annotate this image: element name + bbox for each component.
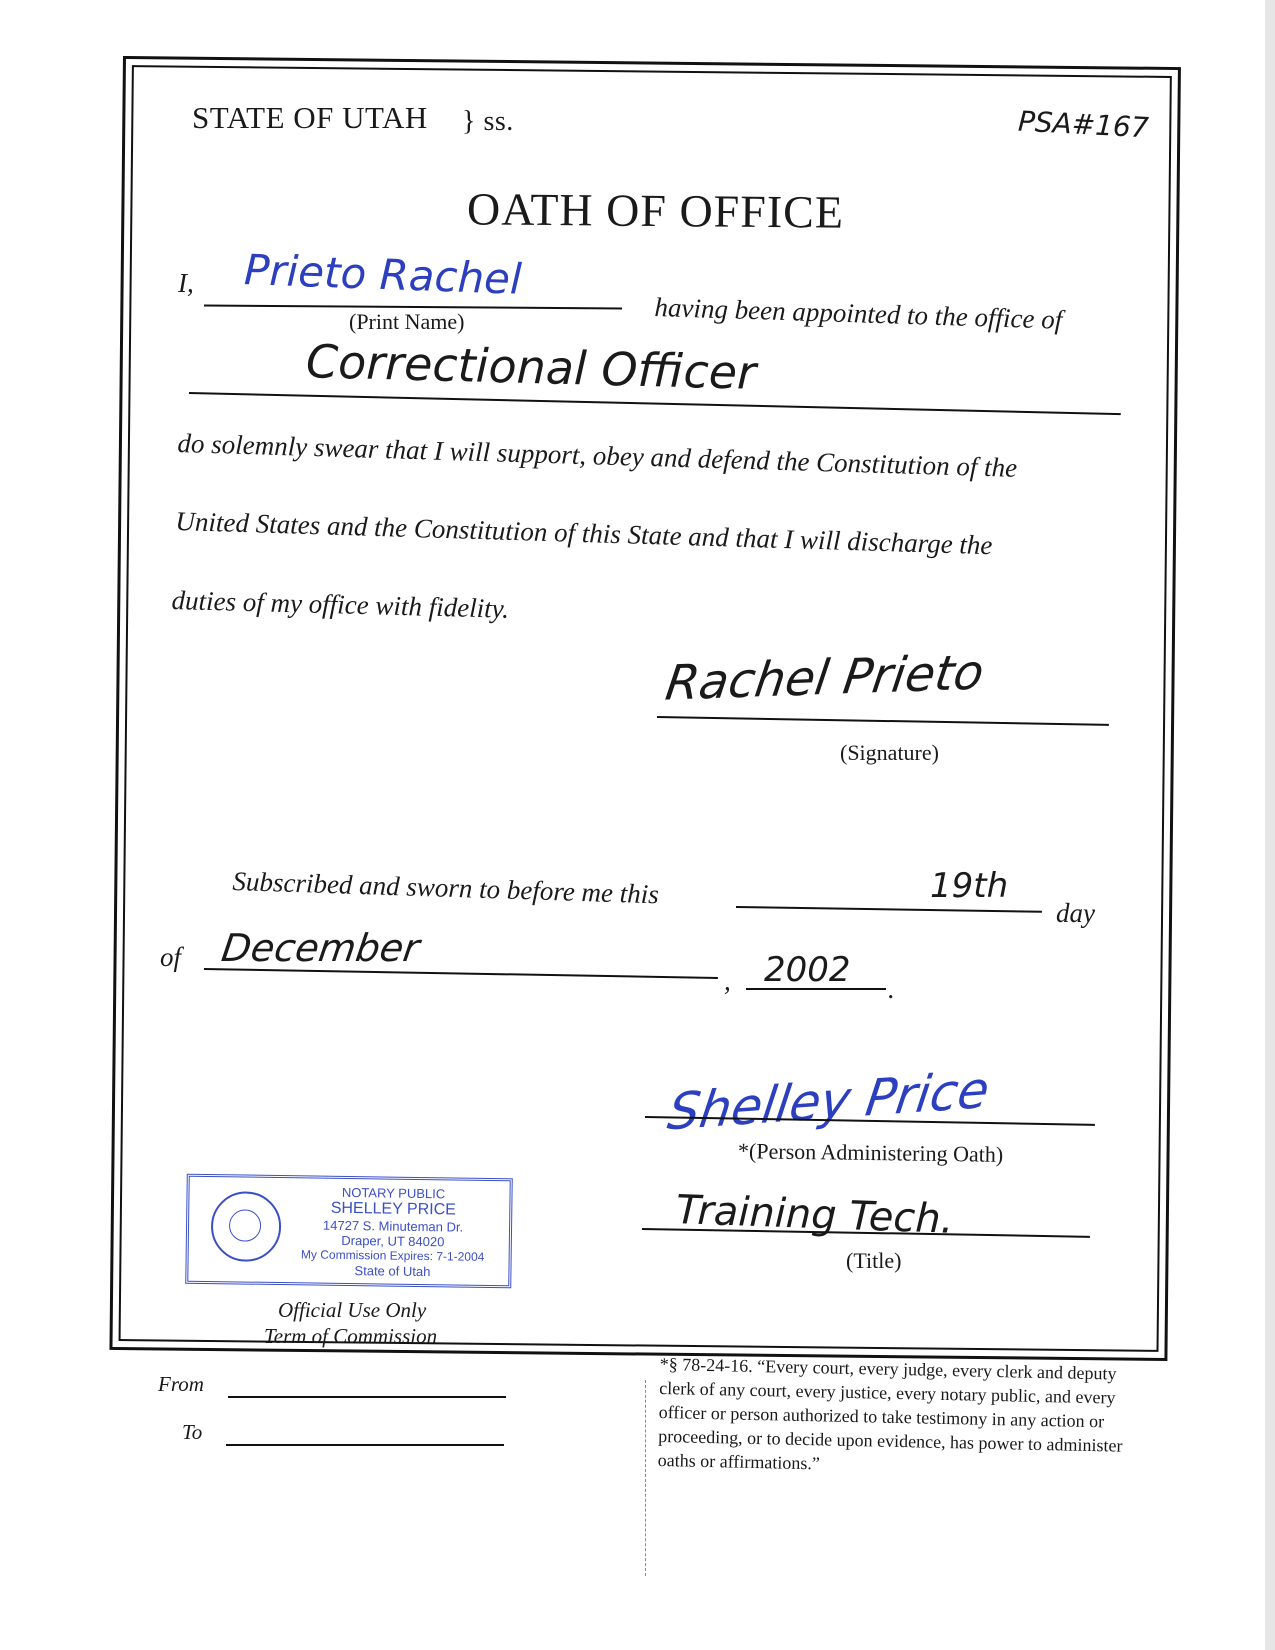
day-label: day <box>1056 898 1095 928</box>
of-label: of <box>160 942 182 972</box>
day-value: 19th <box>930 866 1009 906</box>
administrator-caption: *(Person Administering Oath) <box>737 1138 1004 1167</box>
ss-label: } ss. <box>462 106 514 137</box>
title-caption: (Title) <box>846 1248 902 1273</box>
from-label: From <box>158 1372 204 1396</box>
state-of-utah-header: STATE OF UTAH <box>192 100 428 135</box>
title-value: Training Tech. <box>675 1187 955 1243</box>
date-period: . <box>888 974 895 1004</box>
stamp-line-1: NOTARY PUBLIC <box>341 1184 446 1202</box>
month-value: December <box>218 926 423 970</box>
year-line <box>746 988 886 990</box>
document-title: OATH OF OFFICE <box>466 183 845 238</box>
year-value: 2002 <box>764 950 851 990</box>
stamp-line-2: SHELLEY PRICE <box>330 1199 456 1219</box>
stamp-line-5: My Commission Expires: 7-1-2004 <box>300 1247 485 1264</box>
stamp-line-4: Draper, UT 84020 <box>341 1232 445 1250</box>
reference-number: PSA#167 <box>1017 104 1150 145</box>
statute-note: *§ 78-24-16. “Every court, every judge, every clerk and deputy clerk of any court, every justice, every notary public, and every officer or person authorized to take testimony in any action or proceeding, or to decide upon evidence, has power to administer oaths or affirmations.” <box>657 1353 1123 1474</box>
date-comma: , <box>724 966 731 996</box>
oath-line-1: do solemnly swear that I will support, obey and defend the Constitution of the <box>177 428 1018 483</box>
stamp-line-3: 14727 S. Minuteman Dr. <box>322 1217 464 1235</box>
oath-line-2: United States and the Constitution of this State and that I will discharge the <box>175 506 993 561</box>
signature-caption: (Signature) <box>840 740 939 765</box>
to-line <box>226 1444 504 1446</box>
office-value: Correctional Officer <box>305 334 757 400</box>
from-line <box>228 1396 506 1398</box>
i-label: I, <box>178 268 194 298</box>
state-seal-icon <box>211 1191 282 1262</box>
subscribed-text: Subscribed and sworn to before me this <box>232 866 660 910</box>
term-of-commission-label: Term of Commission <box>264 1324 438 1348</box>
official-use-label: Official Use Only <box>278 1298 427 1322</box>
stamp-line-6: State of Utah <box>354 1263 431 1280</box>
print-name-caption: (Print Name) <box>349 309 465 334</box>
appointed-text: having been appointed to the office of <box>654 292 1063 335</box>
footer-divider <box>645 1380 646 1576</box>
administrator-signature: Shelley Price <box>664 1060 993 1142</box>
printed-name: Prieto Rachel <box>243 245 523 304</box>
notary-stamp <box>185 1174 513 1289</box>
oath-line-3: duties of my office with fidelity. <box>171 585 510 624</box>
applicant-signature: Rachel Prieto <box>662 644 988 712</box>
to-label: To <box>182 1420 203 1444</box>
stamp-text <box>284 1184 501 1280</box>
scan-edge <box>1265 0 1275 1650</box>
